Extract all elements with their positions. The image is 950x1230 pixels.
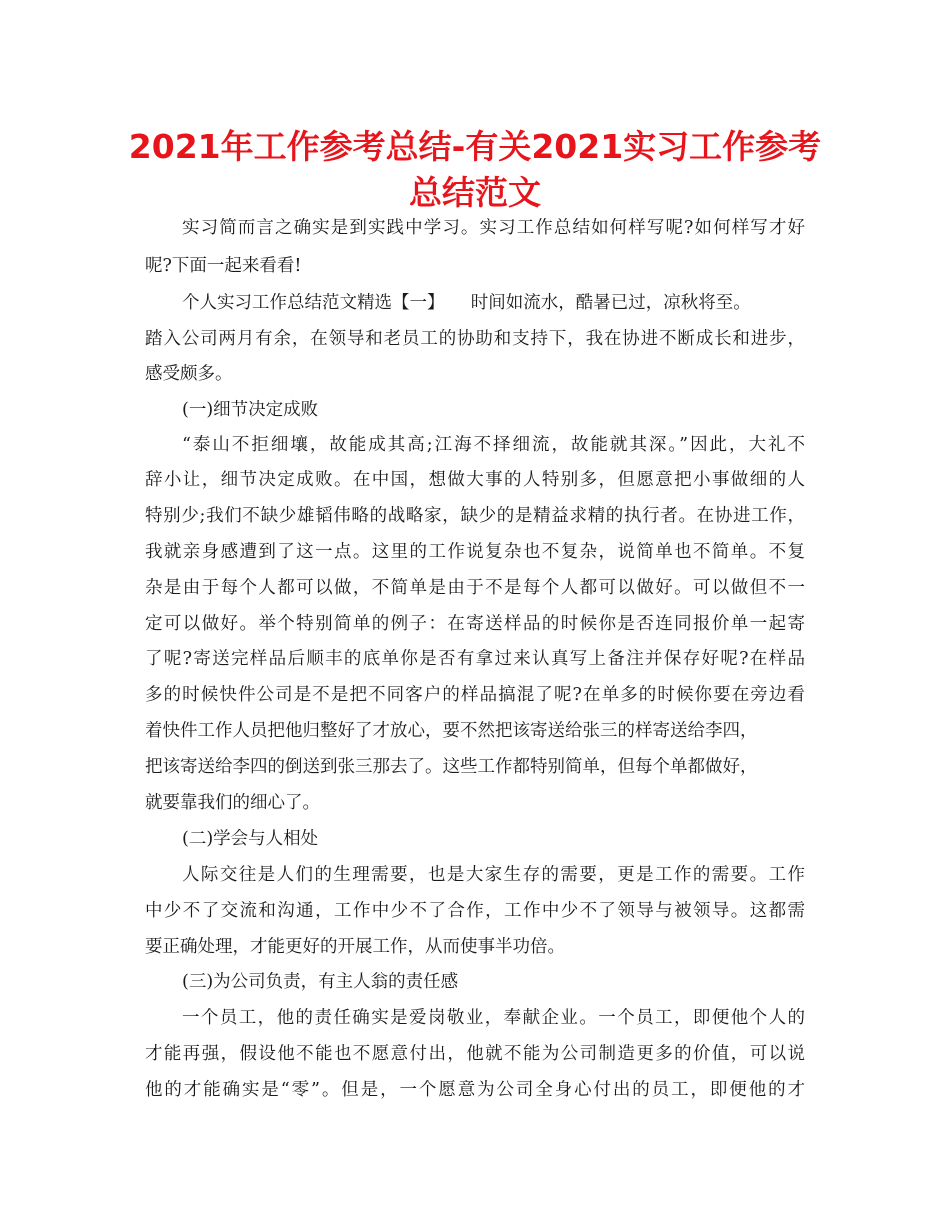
text-line: 呢?下面一起来看看! xyxy=(145,256,302,276)
text-line: 他的才能确实是“零”。但是，一个愿意为公司全身心付出的员工，即便他的才 xyxy=(145,1080,805,1100)
section-heading: (三)为公司负责，有主人翁的责任感 xyxy=(182,972,459,992)
text-line: 感受颇多。 xyxy=(145,364,233,384)
text-line: 要正确处理，才能更好的开展工作，从而使事半功倍。 xyxy=(145,937,565,957)
text-line: 一个员工，他的责任确实是爱岗敬业，奉献企业。一个员工，即便他个人的 xyxy=(182,1008,805,1028)
text-line: 个人实习工作总结范文精选【一】 时间如流水，酷暑已过，凉秋将至。 xyxy=(182,293,751,313)
document-title-line-2: 总结范文 xyxy=(409,173,541,212)
text-line: 才能再强，假设他不能也不愿意付出，他就不能为公司制造更多的价值，可以说 xyxy=(145,1044,805,1064)
text-line: 中少不了交流和沟通，工作中少不了合作，工作中少不了领导与被领导。这都需 xyxy=(145,901,805,921)
text-line: 特别少;我们不缺少雄韬伟略的战略家，缺少的是精益求精的执行者。在协进工作， xyxy=(145,506,805,526)
text-line: 多的时候快件公司是不是把不同客户的样品搞混了呢?在单多的时候你要在旁边看 xyxy=(145,685,805,705)
text-line: “泰山不拒细壤，故能成其高;江海不择细流，故能就其深。”因此，大礼不 xyxy=(182,435,805,455)
section-heading: (一)细节决定成败 xyxy=(182,400,319,420)
text-line: 着快件工作人员把他归整好了才放心，要不然把该寄送给张三的样寄送给李四， xyxy=(145,721,758,741)
text-line: 我就亲身感遭到了这一点。这里的工作说复杂也不复杂，说简单也不简单。不复 xyxy=(145,542,805,562)
text-line: 了呢?寄送完样品后顺丰的底单你是否有拿过来认真写上备注并保存好呢?在样品 xyxy=(145,649,805,669)
text-line: 杂是由于每个人都可以做，不简单是由于不是每个人都可以做好。可以做但不一 xyxy=(145,578,805,598)
text-line: 定可以做好。举个特别简单的例子：在寄送样品的时候你是否连同报价单一起寄 xyxy=(145,614,805,634)
document-title-line-1: 2021年工作参考总结-有关2021实习工作参考 xyxy=(128,127,822,166)
text-line: 把该寄送给李四的倒送到张三那去了。这些工作都特别简单，但每个单都做好， xyxy=(145,757,758,777)
text-line: 踏入公司两月有余，在领导和老员工的协助和支持下，我在协进不断成长和进步， xyxy=(145,329,805,349)
section-heading: (二)学会与人相处 xyxy=(182,829,319,849)
text-line: 实习简而言之确实是到实践中学习。实习工作总结如何样写呢?如何样写才好 xyxy=(182,218,805,238)
text-line: 人际交往是人们的生理需要，也是大家生存的需要，更是工作的需要。工作 xyxy=(182,865,805,885)
text-line: 辞小让，细节决定成败。在中国，想做大事的人特别多，但愿意把小事做细的人 xyxy=(145,470,805,490)
text-line: 就要靠我们的细心了。 xyxy=(145,793,320,813)
